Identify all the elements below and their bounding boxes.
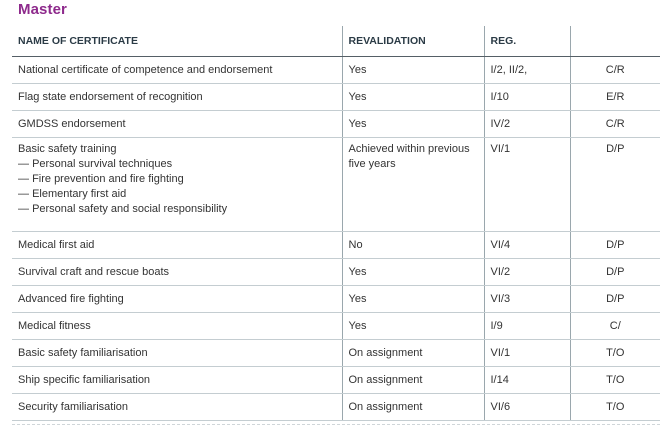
- certificate-name: Medical fitness: [12, 312, 342, 339]
- table-row: [12, 366, 660, 393]
- reg-value: I/2, II/2,: [484, 56, 570, 83]
- revalidation-value: On assignment: [342, 393, 484, 420]
- table-header-row: [12, 26, 660, 56]
- code-value: C/R: [570, 110, 660, 137]
- table-row: [12, 339, 660, 366]
- footer-divider: [12, 424, 660, 425]
- revalidation-value: Yes: [342, 285, 484, 312]
- revalidation-value: Yes: [342, 258, 484, 285]
- sub-item: — Personal safety and social responsibility: [18, 202, 336, 217]
- revalidation-value: On assignment: [342, 366, 484, 393]
- table-row: [12, 312, 660, 339]
- table-row: [12, 285, 660, 312]
- sub-item: — Elementary first aid: [18, 187, 336, 202]
- reg-value: VI/3: [484, 285, 570, 312]
- code-value: T/O: [570, 393, 660, 420]
- certificate-table: [12, 26, 660, 421]
- code-value: T/O: [570, 339, 660, 366]
- code-value: C/: [570, 312, 660, 339]
- certificate-name: Advanced fire fighting: [12, 285, 342, 312]
- reg-value: I/9: [484, 312, 570, 339]
- reg-value: I/14: [484, 366, 570, 393]
- revalidation-value: Yes: [342, 312, 484, 339]
- table-row: [12, 137, 660, 231]
- revalidation-value: Yes: [342, 56, 484, 83]
- revalidation-value: No: [342, 231, 484, 258]
- code-value: C/R: [570, 56, 660, 83]
- revalidation-value: On assignment: [342, 339, 484, 366]
- header-revalidation: REVALIDATION: [342, 26, 484, 56]
- certificate-name: Survival craft and rescue boats: [12, 258, 342, 285]
- sub-item: — Personal survival techniques: [18, 157, 336, 172]
- table-row: [12, 231, 660, 258]
- certificate-name-group: [12, 137, 342, 231]
- header-code: [570, 26, 660, 56]
- certificate-name: National certificate of competence and endorsement: [12, 56, 342, 83]
- reg-value: VI/6: [484, 393, 570, 420]
- reg-value: VI/4: [484, 231, 570, 258]
- certificate-name: Ship specific familiarisation: [12, 366, 342, 393]
- reg-value: VI/1: [484, 339, 570, 366]
- table-row: [12, 110, 660, 137]
- code-value: D/P: [570, 258, 660, 285]
- certificate-name: Security familiarisation: [12, 393, 342, 420]
- code-value: D/P: [570, 137, 660, 231]
- certificate-name: GMDSS endorsement: [12, 110, 342, 137]
- header-reg: REG.: [484, 26, 570, 56]
- reg-value: I/10: [484, 83, 570, 110]
- code-value: T/O: [570, 366, 660, 393]
- revalidation-value: Yes: [342, 110, 484, 137]
- code-value: D/P: [570, 285, 660, 312]
- certificate-name: Basic safety familiarisation: [12, 339, 342, 366]
- code-value: D/P: [570, 231, 660, 258]
- certificate-name: Basic safety training: [18, 142, 117, 155]
- certificate-name: Flag state endorsement of recognition: [12, 83, 342, 110]
- reg-value: IV/2: [484, 110, 570, 137]
- page-title: Master: [18, 1, 67, 18]
- reg-value: VI/2: [484, 258, 570, 285]
- table-row: [12, 56, 660, 83]
- table-row: [12, 393, 660, 420]
- table-row: [12, 83, 660, 110]
- revalidation-value: Achieved within previous five years: [342, 137, 484, 231]
- table-row: [12, 258, 660, 285]
- sub-item: — Fire prevention and fire fighting: [18, 172, 336, 187]
- revalidation-value: Yes: [342, 83, 484, 110]
- certificate-name: Medical first aid: [12, 231, 342, 258]
- code-value: E/R: [570, 83, 660, 110]
- header-name: NAME OF CERTIFICATE: [12, 26, 342, 56]
- reg-value: VI/1: [484, 137, 570, 231]
